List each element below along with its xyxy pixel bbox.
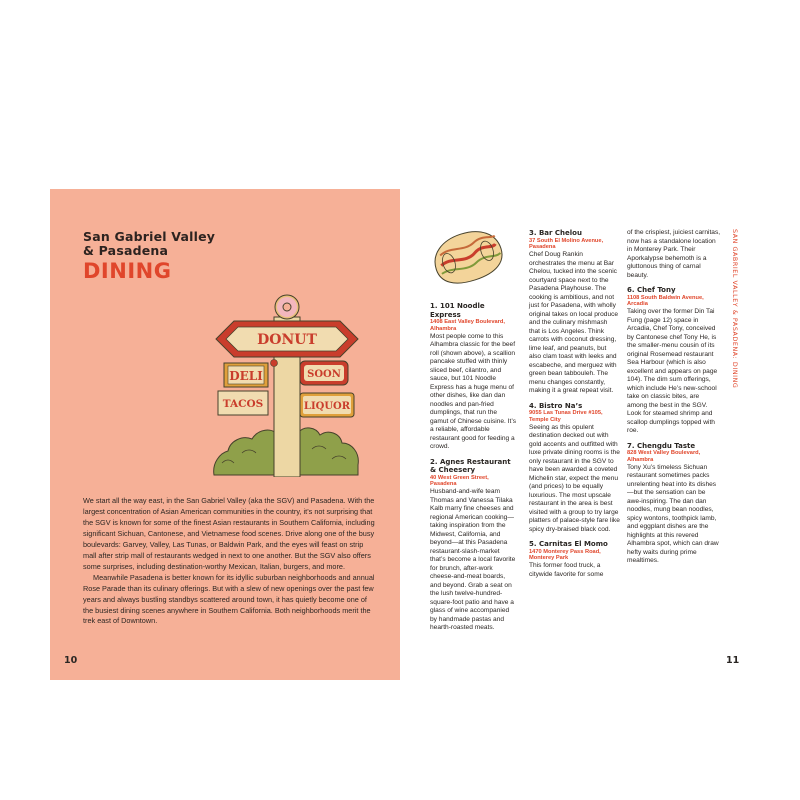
restaurant-entry <box>430 458 516 633</box>
soon-sign <box>300 361 348 385</box>
restaurant-entry <box>430 302 516 452</box>
donut-sign <box>216 321 358 357</box>
beef-roll-illustration <box>428 221 508 293</box>
right-page <box>400 189 750 680</box>
restaurant-address: 9055 Las Tunas Drive #105, Temple City <box>529 410 603 423</box>
page-number: 11 <box>726 655 740 666</box>
restaurant-address: 1408 East Valley Boulevard, Alhambra <box>430 319 505 332</box>
restaurant-name: 3. Bar Chelou <box>529 229 582 237</box>
section-title: DINING <box>83 259 172 283</box>
restaurant-description: of the crispiest, juiciest carnitas, now has a standalone location in Monterey Park. Their Aporkalypse behemoth is a gluttonous thing of carnal beauty. <box>627 229 721 279</box>
restaurant-entry <box>627 286 721 436</box>
restaurant-name: 5. Carnitas El Momo <box>529 540 608 549</box>
running-head <box>729 229 741 429</box>
restaurant-address: 1470 Monterey Pass Road, Monterey Park <box>529 548 601 562</box>
restaurant-description: Husband-and-wife team Thomas and Vanessa Tilaka Kalb marry fine cheeses and regional American cooking—taking inspiration from the Midwest, California, and beyond—at this Pasadena restaurant-slash-market that’s become a local favorite for brunch, after-work cheese-and-meat boards, and beyond. Grab a seat on the lush twelve-hundred-square-foot patio and have a glass of wine accompanied by handmade pastas and hearth-roasted meats. <box>430 488 516 632</box>
tacos-sign <box>218 391 268 415</box>
intro-text <box>83 496 375 627</box>
restaurant-entry-continued <box>627 229 721 280</box>
restaurant-address: 1108 South Baldwin Avenue, Arcadia <box>627 294 704 308</box>
intro-paragraph: Meanwhile Pasadena is better known for its idyllic suburban neighborhoods and annual Rose Parade than its culinary offerings. But with a slew of new openings over the past few years and always bustling standbys scattered around town, it has quietly become one of the busiest dining scenes anywhere in Southern California. Both neighborhoods merit the trek east of Downtown. <box>83 572 375 626</box>
restaurant-entry <box>627 442 721 566</box>
tacos-sign-text: TACOS <box>222 398 264 410</box>
kicker-line-1: San Gabriel Valley <box>83 229 216 244</box>
restaurant-description: Most people come to this Alhambra classic for the beef roll (shown above), a scallion pancake stuffed with thinly sliced beef, cilantro, and sauce, but 101 Noodle Express has a huge menu of other dishes, like dan dan noodles and pan-fried dumplings, that run the gamut of Chinese cuisine. It’s a reliable, affordable restaurant good for feeding a crowd. <box>430 332 517 451</box>
column-1 <box>430 302 516 639</box>
deli-sign <box>224 363 268 387</box>
restaurant-description: Tony Xu’s timeless Sichuan restaurant sometimes packs unrelenting heat into its dishes—but the sensation can be awe-inspiring. The dan dan noodles, mung bean noodles, spicy wontons, toothpick lamb, and eggplant dishes are the highlights at this revered Alhambra spot, which can draw hefty waits during prime mealtimes. <box>627 463 719 565</box>
roadside-sign-illustration <box>212 293 360 477</box>
restaurant-description: This former food truck, a citywide favorite for some <box>529 562 604 578</box>
donut-sign-text: DONUT <box>257 332 317 348</box>
restaurant-entry <box>529 540 620 579</box>
restaurant-address: 37 South El Molino Avenue, Pasadena <box>529 237 604 251</box>
soon-sign-text: SOON <box>307 369 341 380</box>
restaurant-name: 2. Agnes Restaurant & Cheesery <box>430 457 511 475</box>
restaurant-name: 4. Bistro Na’s <box>529 401 583 410</box>
restaurant-name: 7. Chengdu Taste <box>627 441 696 450</box>
column-3 <box>627 229 721 572</box>
restaurant-entry <box>529 229 620 396</box>
page-number: 10 <box>64 655 78 666</box>
restaurant-address: 828 West Valley Boulevard, Alhambra <box>627 450 701 463</box>
restaurant-entry <box>529 402 620 535</box>
restaurant-address: 40 West Green Street, Pasadena <box>430 474 489 488</box>
restaurant-description: Chef Doug Rankin orchestrates the menu at Bar Chelou, tucked into the scenic courtyard space next to the Pasadena Playhouse. The cooking is ambitious, and not just for Pasadena, with wholly original takes on local produce and the culinary mishmash that is Los Angeles. Think carrots with coconut dressing, lime leaf, and peanuts, but also clam toast with leeks and escabeche, and merguez with green bean tabbouleh. The menu changes constantly, making it a great repeat visit. <box>529 251 619 395</box>
running-head-text: SAN GABRIEL VALLEY & PASADENA: DINING <box>731 229 738 389</box>
left-page <box>50 189 400 680</box>
kicker-line-2: & Pasadena <box>83 243 169 258</box>
donut-icon <box>275 295 299 319</box>
restaurant-description: Seeing as this opulent destination decked out with gold accents and outfitted with luxe private dining rooms is the only restaurant in the SGV to have been awarded a coveted Michelin star, expect the menu (and prices) to be equally luxurious. The most upscale restaurant in the area is best visited with a group to try large platters of palace-style fare like spicy dry-braised black cod. <box>529 423 620 533</box>
section-kicker <box>83 230 215 258</box>
column-2 <box>529 229 620 585</box>
liquor-sign-text: LIQUOR <box>303 401 351 412</box>
restaurant-name: 1. 101 Noodle Express <box>430 302 485 319</box>
restaurant-description: Taking over the former Din Tai Fung (page 12) space in Arcadia, Chef Tony, conceived by Cantonese chef Tony He, is the smaller-menu cousin of its original Rosemead restaurant Sea Harbour (which is also excellent and appears on page 104). The dim sum offerings, which include He’s new-school take on classic bites, are among the best in the SGV. Look for steamed shrimp and scallop dumplings topped with roe. <box>627 308 718 435</box>
liquor-sign <box>300 393 354 417</box>
intro-paragraph: We start all the way east, in the San Gabriel Valley (aka the SGV) and Pasadena. With the largest concentration of Asian American communities in the country, it’s not surprising that the SGV is known for some of the finest Asian restaurants in Southern California, including significant Sichuan, Cantonese, and Vietnamese food scenes. Drive along one of the busy boulevards: Garvey, Valley, Las Tunas, or Baldwin Park, and the eyes will feast on strip mall after strip mall of restaurants wedged in next to one another. But the SGV also offers some surprises, including destination-worthy Mexican, Italian, burgers, and more. <box>83 496 375 571</box>
restaurant-name: 6. Chef Tony <box>627 286 676 294</box>
deli-sign-text: DELI <box>229 369 263 383</box>
